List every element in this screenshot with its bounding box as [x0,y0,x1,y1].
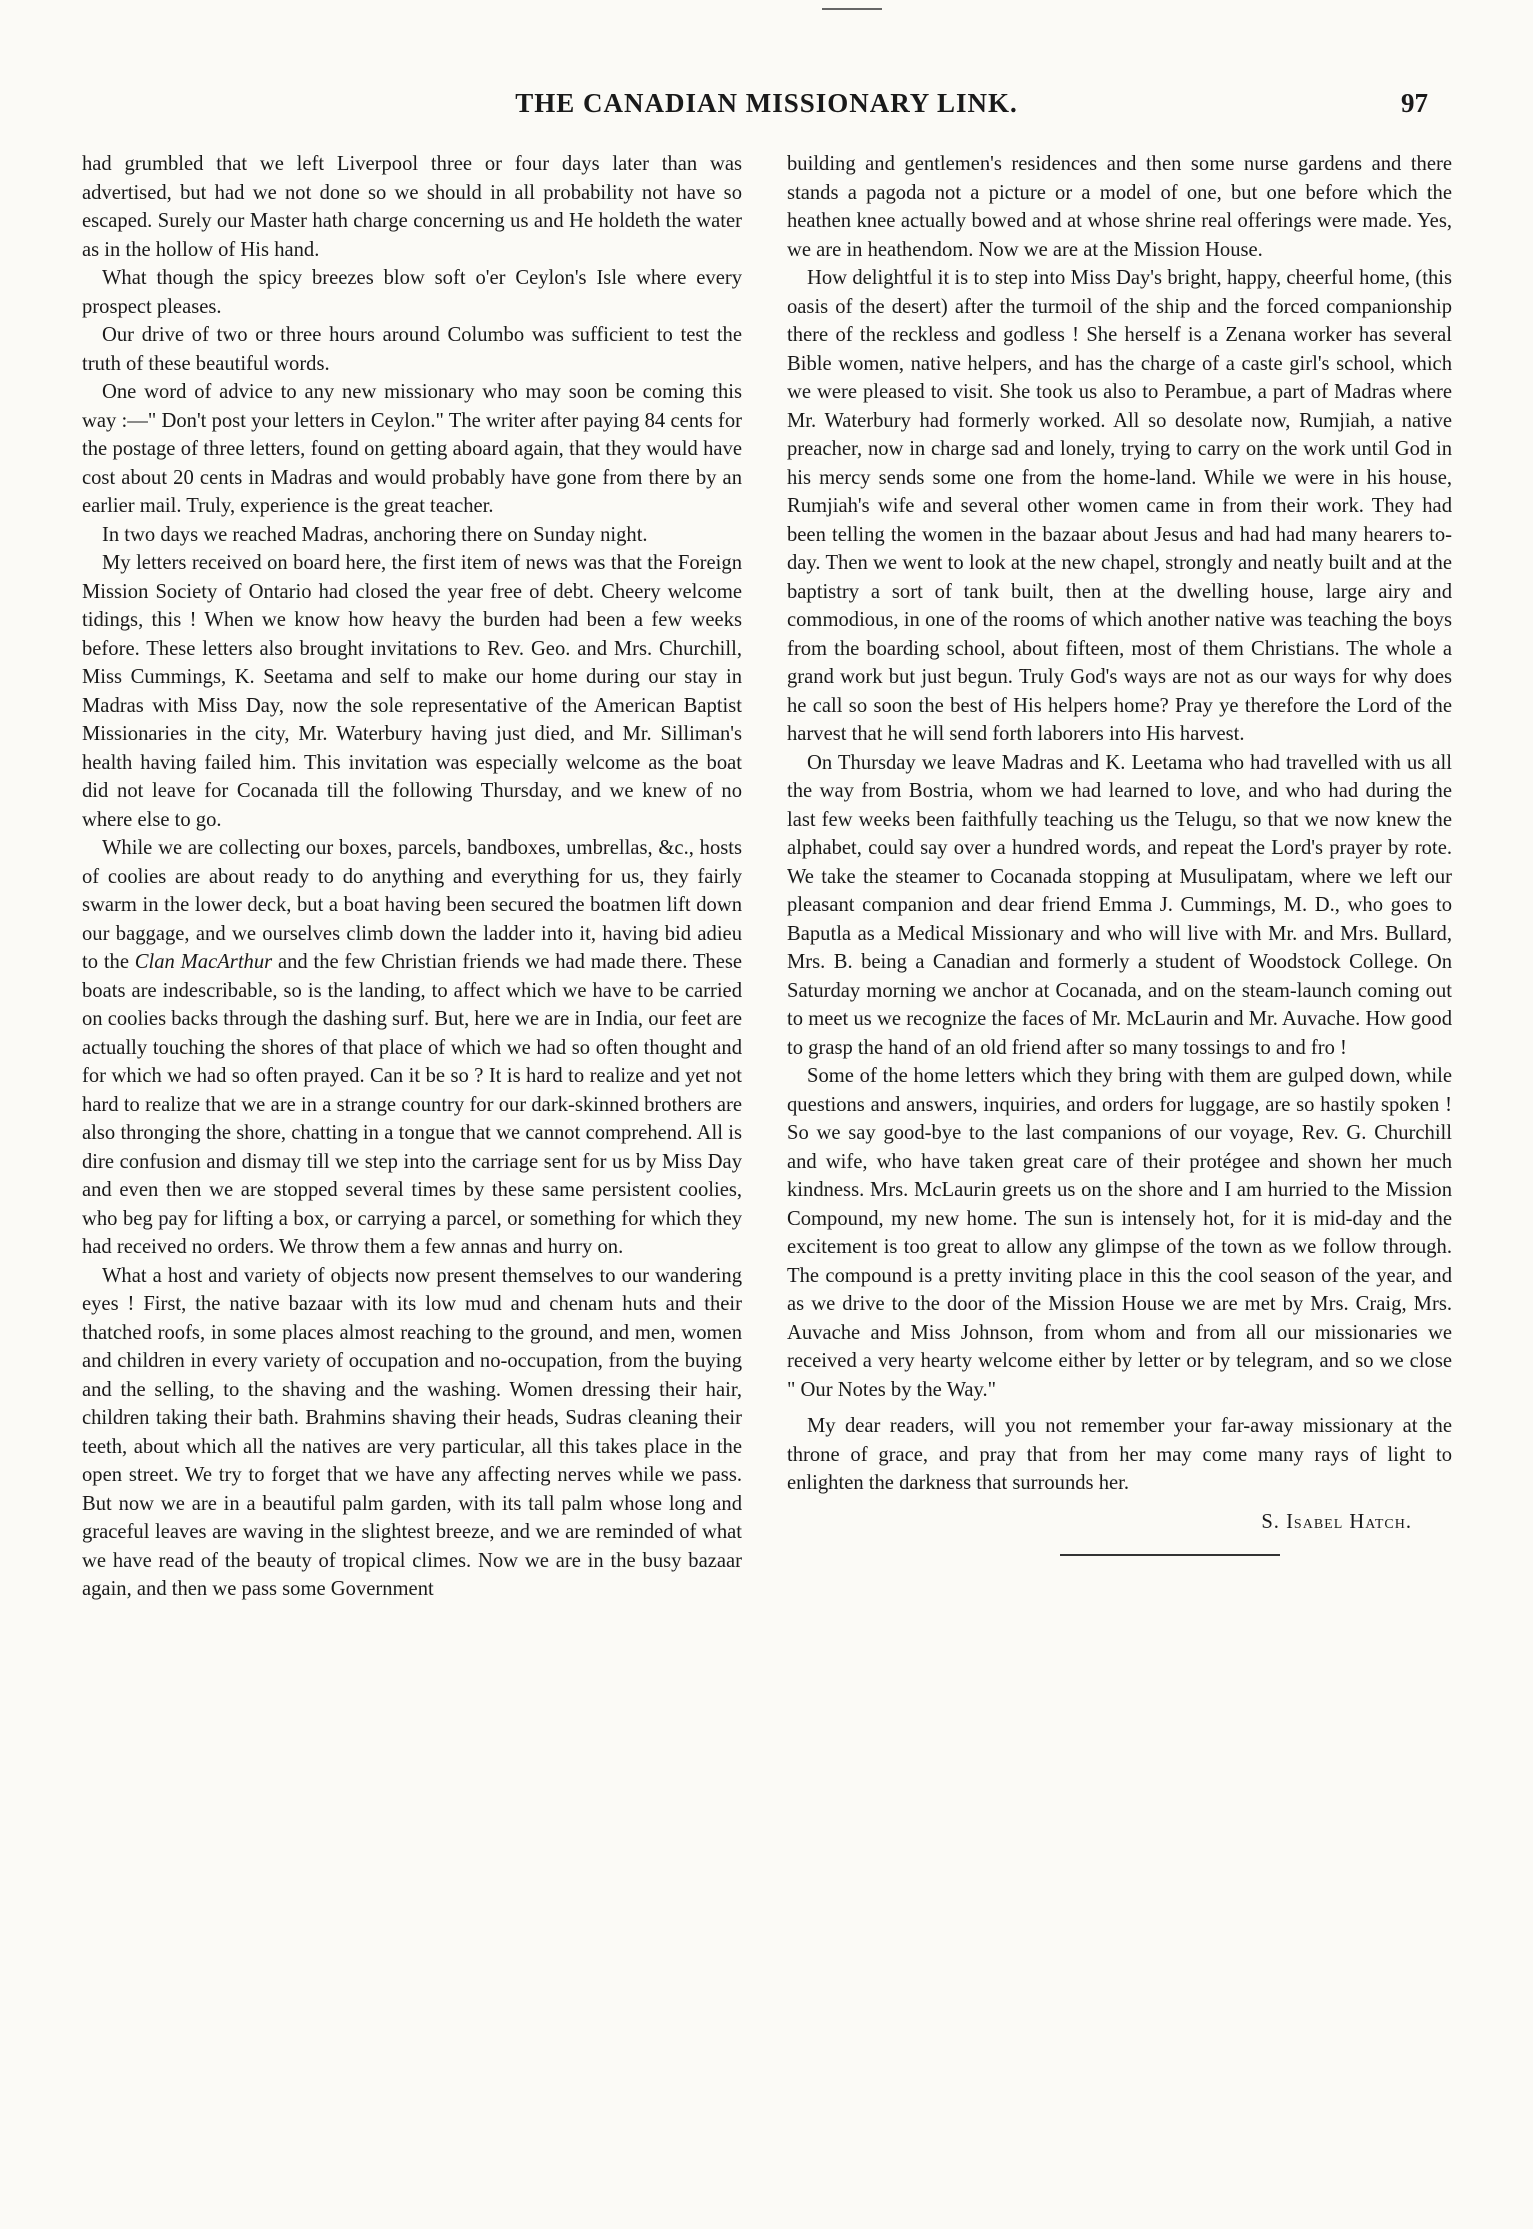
paragraph [82,834,742,1262]
page-number: 97 [1401,88,1428,118]
left-column [82,150,742,1604]
author-signature: S. Isabel Hatch. [1261,1510,1412,1533]
paragraph: What a host and variety of objects now present themselves to our wandering eyes ! First, the native bazaar with its low mud and chenam huts and their thatched roofs, in some places almost reaching to the ground, and men, women and children in every variety of occupation and no-occupation, from the buying and the selling, to the shaving and the washing. Women dressing their hair, children taking their bath. Brahmins shaving their heads, Sudras cleaning their teeth, about which all the natives are very particular, all this takes place in the open street. We try to forget that we have any affecting nerves while we pass. But now we are in a beautiful palm garden, with its tall palm whose long and graceful leaves are waving in the slightest breeze, and we are reminded of what we have read of the beauty of tropical climes. Now we are in the busy bazaar again, and then we pass some Government [82,1264,742,1600]
end-rule [1060,1554,1280,1556]
publication-title: THE CANADIAN MISSIONARY LINK. [515,88,1018,118]
paragraph: building and gentlemen's residences and then some nurse gardens and there stands a pagoda not a picture or a model of one, but one before which the heathen knee actually bowed and at whose shrine real offerings were made. Yes, we are in heathendom. Now we are at the Mission House. [787,153,1452,261]
paragraph: What though the spicy breezes blow soft o'er Ceylon's Isle where every prospect pleases. [82,267,742,318]
paragraph-text: While we are collecting our boxes, parcels, bandboxes, umbrellas, &c., hosts of coolies are about ready to do anything and everything for us, they fairly swarm in the lower deck, but a boat having been secured the boatmen lift down our baggage, and we ourselves climb down the ladder into it, having bid adieu to the [82,837,742,973]
paragraph: My dear readers, will you not remember your far-away missionary at the throne of grace, and pray that from her may come many rays of light to enlighten the darkness that surrounds her. [787,1415,1452,1494]
page-header [0,88,1533,132]
paragraph: had grumbled that we left Liverpool three or four days later than was advertised, but had we not done so we should in all probability not have so escaped. Surely our Master hath charge concerning us and He holdeth the water as in the hollow of His hand. [82,153,742,261]
paragraph: Some of the home letters which they bring with them are gulped down, while questions and answers, inquiries, and orders for luggage, are so hastily spoken ! So we say good-bye to the last companions of our voyage, Rev. G. Churchill and wife, who have taken great care of their protégee and shown her much kindness. Mrs. McLaurin greets us on the shore and I am hurried to the Mission Compound, my new home. The sun is intensely hot, for it is mid-day and the excitement is too great to allow any glimpse of the town as we follow through. The compound is a pretty inviting place in this the cool season of the year, and as we drive to the door of the Mission House we are met by Mrs. Craig, Mrs. Auvache and Miss Johnson, from whom and from all our missionaries we received a very hearty welcome either by letter or by telegram, and so we close " Our Notes by the Way." [787,1065,1452,1401]
paragraph: How delightful it is to step into Miss Day's bright, happy, cheerful home, (this oasis of the desert) after the turmoil of the ship and the forced companionship there of the reckless and godless ! She herself is a Zenana worker has several Bible women, native helpers, and has the charge of a caste girl's school, which we were pleased to visit. She took us also to Perambue, a part of Madras where Mr. Waterbury had formerly worked. All so desolate now, Rumjiah, a native preacher, now in charge sad and lonely, trying to carry on the work until God in his mercy sends some one from the home-land. While we were in his house, Rumjiah's wife and several other women came in from their work. They had been telling the women in the bazaar about Jesus and had had many hearers to-day. Then we went to look at the new chapel, strongly and neatly built and at the baptistry a sort of tank built, then at the dwelling house, large airy and commodious, in one of the rooms of which another native was teaching the boys from the boarding school, about fifteen, most of them Christians. The whole a grand work but just begun. Truly God's ways are not as our ways for why does he call so soon the best of His helpers home? Pray ye therefore the Lord of the harvest that he will send forth laborers into His harvest. [787,267,1452,745]
ship-name: Clan MacArthur [134,951,273,973]
paragraph: On Thursday we leave Madras and K. Leetama who had travelled with us all the way from Bostria, whom we had learned to love, and who had during the last few weeks been faithfully teaching us the Telugu, so that we now knew the alphabet, could say over a hundred words, and repeat the Lord's prayer by rote. We take the steamer to Cocanada stopping at Musulipatam, where we left our pleasant companion and dear friend Emma J. Cummings, M. D., who goes to Baputla as a Medical Missionary and who will live with Mr. and Mrs. Bullard, Mrs. B. being a Canadian and formerly a student of Woodstock College. On Saturday morning we anchor at Cocanada, and on the steam-launch coming out to meet us we recognize the faces of Mr. McLaurin and Mr. Auvache. How good to grasp the hand of an old friend after so many tossings to and fro ! [787,751,1452,1059]
paragraph-text: and the few Christian friends we had made there. These boats are indescribable, so is the landing, to affect which we have to be carried on coolies backs through the dashing surf. But, here we are in India, our feet are actually touching the shores of that place of which we had so often thought and for which we had so often prayed. Can it be so ? It is hard to realize and yet not hard to realize that we are in a strange country for our dark-skinned brothers are also thronging the shore, chatting in a tongue that we cannot comprehend. All is dire confusion and dismay till we step into the carriage sent for us by Miss Day and even then we are stopped several times by these same persistent coolies, who beg pay for lifting a box, or carrying a parcel, or something for which they had received no orders. We throw them a few annas and hurry on. [82,951,743,1258]
paragraph: Our drive of two or three hours around Columbo was sufficient to test the truth of these beautiful words. [82,324,742,375]
top-printer-mark [822,8,882,22]
paragraph: My letters received on board here, the first item of news was that the Foreign Mission Society of Ontario had closed the year free of debt. Cheery welcome tidings, this ! When we know how heavy the burden had been a few weeks before. These letters also brought invitations to Rev. Geo. and Mrs. Churchill, Miss Cummings, K. Seetama and self to make our home during our stay in Madras with Miss Day, now the sole representative of the American Baptist Missionaries in the city, Mr. Waterbury having just died, and Mr. Silliman's health having failed him. This invitation was especially welcome as the boat did not leave for Cocanada till the following Thursday, and we knew of no where else to go. [82,552,742,831]
right-column [787,150,1452,1556]
paragraph: One word of advice to any new missionary who may soon be coming this way :—" Don't post your letters in Ceylon." The writer after paying 84 cents for the postage of three letters, found on getting aboard again, that they would have cost about 20 cents in Madras and would probably have gone from there by an earlier mail. Truly, experience is the great teacher. [82,381,742,517]
paragraph: In two days we reached Madras, anchoring there on Sunday night. [102,523,648,546]
